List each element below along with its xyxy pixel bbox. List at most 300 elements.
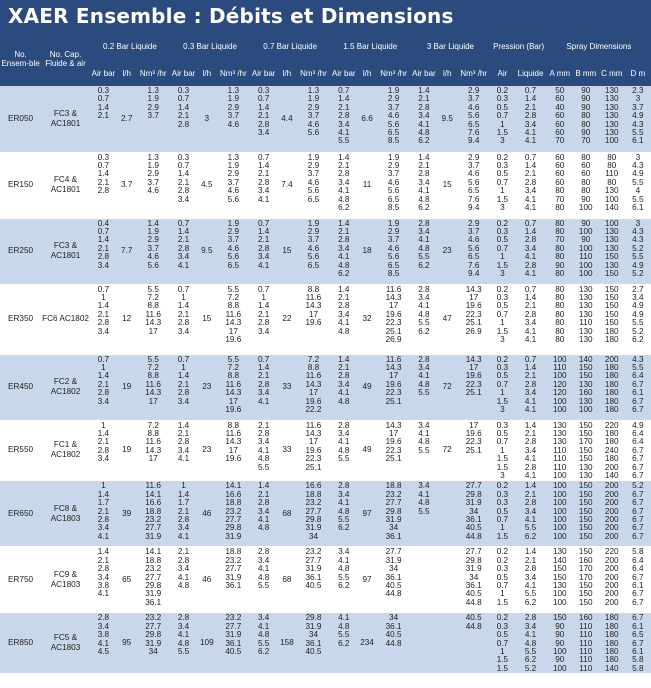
nm3-cell-value: 4.6 <box>468 169 480 179</box>
nm3-cell-value: 17 <box>228 326 238 336</box>
lh-cell: 39 <box>117 481 136 547</box>
pression-liquide-cell-value: 1.4 <box>524 160 537 170</box>
air-bar-cell-value: 1.4 <box>177 371 190 381</box>
dimension-value: 6.5 <box>632 630 644 640</box>
dimension-value: 5.2 <box>632 243 644 253</box>
air-bar-cell-value: 5.5 <box>177 646 190 656</box>
model-cell: ER150 <box>0 152 41 218</box>
pression-liquide-cell-value: 6.2 <box>524 655 537 665</box>
subheader-lh: l/h <box>277 60 296 86</box>
air-bar-cell-value: 3.4 <box>97 523 110 533</box>
dimension-value: 150 <box>552 564 567 574</box>
dimension-value: 180 <box>604 396 619 406</box>
air-bar-cell-value: 1 <box>101 292 106 302</box>
dimension-value: 4.9 <box>632 169 644 179</box>
air-bar-cell-value: 2.1 <box>177 547 190 557</box>
nm3-cell-value: 19.6 <box>465 301 482 311</box>
air-bar-cell-value: 0.7 <box>177 160 190 170</box>
subheader-air-bar: Air bar <box>170 60 197 86</box>
dimension-value: 110 <box>579 646 593 656</box>
dimension-value: 6.1 <box>632 580 644 590</box>
air-bar-cell-value: 1.4 <box>257 362 270 372</box>
nm3-cell-value: 6.5 <box>307 260 320 270</box>
dimension-cell <box>599 613 625 674</box>
dimension-value: 4 <box>635 186 641 196</box>
nm3-cell-value: 14.1 <box>145 489 162 499</box>
nm3-cell <box>136 218 170 284</box>
dimension-value: 130 <box>604 94 619 104</box>
nm3-cell-value: 18.8 <box>225 498 242 508</box>
lh-cell: 12 <box>117 284 136 354</box>
dimension-cell <box>573 420 599 481</box>
dimension-value: 170 <box>578 564 593 574</box>
air-bar-cell <box>170 284 197 354</box>
nm3-cell-value: 9.4 <box>468 268 480 278</box>
dimension-value: 200 <box>604 523 619 533</box>
nm3-cell-value: 34 <box>389 613 399 623</box>
dimension-cell <box>625 481 651 547</box>
subheader-dim: B mm <box>573 60 599 86</box>
dimension-cell <box>547 481 573 547</box>
pression-air-cell-value: 0.2 <box>496 555 509 565</box>
nm3-cell-value: 3.7 <box>227 235 240 245</box>
nm3-cell-value: 2.9 <box>147 169 159 179</box>
pression-air-cell-value: 0.3 <box>496 160 509 170</box>
pression-air-cell-value: 1.5 <box>496 326 509 336</box>
dimension-value: 100 <box>552 396 567 406</box>
nm3-cell-value: 36.1 <box>385 531 402 541</box>
air-bar-cell-value: 2.8 <box>257 243 270 253</box>
dimension-value: 6.7 <box>632 404 644 414</box>
pression-liquide-cell <box>514 218 546 284</box>
air-bar-cell-value: 0.7 <box>177 218 190 228</box>
pression-liquide-cell <box>514 354 546 420</box>
dimension-value: 150 <box>604 309 619 319</box>
air-bar-cell-value: 2.1 <box>97 437 110 447</box>
air-bar-cell-value: 0.7 <box>257 284 270 294</box>
pression-air-cell-value: 0.5 <box>496 371 509 381</box>
nm3-cell-value: 5.6 <box>227 252 240 262</box>
nm3-cell-value: 27.7 <box>145 572 162 582</box>
air-bar-cell-value: 2.8 <box>338 371 350 381</box>
dimension-cell <box>599 86 625 152</box>
nm3-cell-value: 31.9 <box>145 531 162 541</box>
nm3-cell-value: 23.2 <box>305 547 322 557</box>
nm3-cell-value: 4.6 <box>307 177 320 187</box>
air-bar-cell-value: 4.8 <box>418 498 430 508</box>
nm3-cell-value: 25.1 <box>465 445 482 455</box>
air-bar-cell-value: 3.4 <box>177 523 190 533</box>
dimension-value: 150 <box>578 445 593 455</box>
air-bar-cell-value: 2.8 <box>338 301 350 311</box>
air-bar-cell-value: 2.8 <box>177 243 190 253</box>
pression-liquide-cell <box>514 86 546 152</box>
nm3-cell-value: 44.8 <box>465 531 482 541</box>
dimension-cell <box>547 218 573 284</box>
lh-cell: 19 <box>117 420 136 481</box>
pression-air-cell-value: 1.5 <box>496 194 509 204</box>
air-bar-cell-value: 6.2 <box>338 202 350 212</box>
air-bar-cell-value: 4.8 <box>338 396 350 406</box>
subheader-lh: l/h <box>437 60 456 86</box>
nm3-cell-value: 27.7 <box>385 547 402 557</box>
pression-air-cell-value: 0.5 <box>496 102 509 112</box>
dimension-value: 180 <box>604 638 619 648</box>
air-bar-cell-value: 0.7 <box>97 284 110 294</box>
air-bar-cell-value: 2.1 <box>338 160 350 170</box>
dimension-value: 5.5 <box>632 128 644 138</box>
air-bar-cell-value: 0.7 <box>177 284 190 294</box>
dimension-value: 6.7 <box>632 506 644 516</box>
dimension-value: 100 <box>552 523 567 533</box>
nm3-cell-value: 40.5 <box>305 646 322 656</box>
air-bar-cell-value: 3.4 <box>338 428 350 438</box>
air-bar-cell-value: 3.4 <box>177 621 190 631</box>
nm3-cell-value: 8.8 <box>147 428 159 438</box>
dimension-value: 4.3 <box>632 119 644 129</box>
dimension-value: 110 <box>553 462 567 472</box>
dimension-value: 5.8 <box>632 655 644 665</box>
header-model: No. Ensem-ble <box>0 32 41 86</box>
air-bar-cell-value: 2.1 <box>418 94 430 104</box>
model-cell: ER650 <box>0 481 41 547</box>
air-bar-cell-value: 1.4 <box>177 226 190 236</box>
model-cell: ER550 <box>0 420 41 481</box>
pression-liquide-cell-value: 2.1 <box>524 428 537 438</box>
dimension-value: 200 <box>604 462 619 472</box>
nm3-cell-value: 2.9 <box>468 86 480 95</box>
nm3-cell <box>136 613 170 674</box>
dimension-value: 130 <box>578 326 593 336</box>
air-bar-cell-value: 6.2 <box>338 638 350 648</box>
air-bar-cell <box>90 284 117 354</box>
dimension-value: 5.5 <box>632 194 644 204</box>
nm3-cell-value: 1.9 <box>147 226 159 236</box>
air-bar-cell-value: 4.1 <box>97 589 110 599</box>
nm3-cell-value: 22.3 <box>465 437 482 447</box>
nm3-cell-value: 3.7 <box>387 169 400 179</box>
nm3-cell <box>377 481 411 547</box>
cap-cell: FC6 AC1802 <box>41 284 90 354</box>
dimension-value: 200 <box>604 572 619 582</box>
subheader-lh: l/h <box>117 60 136 86</box>
dimension-value: 4.3 <box>632 235 644 245</box>
air-bar-cell-value: 3.4 <box>177 564 190 574</box>
nm3-cell <box>377 547 411 613</box>
dimension-value: 100 <box>552 498 567 508</box>
pression-liquide-cell-value: 0.7 <box>524 152 537 162</box>
air-bar-cell-value: 3.4 <box>418 420 430 430</box>
pression-liquide-cell-value: 3.4 <box>524 318 537 328</box>
nm3-cell-value: 19.6 <box>385 379 402 389</box>
nm3-cell <box>457 284 491 354</box>
pression-liquide-cell-value: 3.4 <box>524 243 537 253</box>
nm3-cell <box>457 86 491 152</box>
dimension-value: 100 <box>552 514 567 524</box>
air-bar-cell-value: 3.4 <box>97 260 110 270</box>
air-bar-cell-value: 4.1 <box>257 260 270 270</box>
nm3-cell-value: 26.9 <box>385 334 402 344</box>
dimension-value: 200 <box>604 564 619 574</box>
dimension-value: 130 <box>578 334 593 344</box>
nm3-cell-value: 34 <box>469 506 479 516</box>
nm3-cell-value: 31.9 <box>225 572 242 582</box>
dimension-value: 80 <box>555 301 565 311</box>
air-bar-cell-value: 2.1 <box>418 160 430 170</box>
model-cell: ER750 <box>0 547 41 613</box>
nm3-cell-value: 14.3 <box>225 318 242 328</box>
nm3-cell <box>377 284 411 354</box>
nm3-cell-value: 4.6 <box>227 243 240 253</box>
nm3-cell-value: 5.6 <box>468 111 480 121</box>
dimension-value: 170 <box>578 572 593 582</box>
pression-air-cell-value: 0.3 <box>496 420 509 430</box>
dimension-cell <box>625 218 651 284</box>
pression-air-cell <box>490 86 514 152</box>
dimension-value: 110 <box>579 630 593 640</box>
dimension-value: 80 <box>555 292 565 302</box>
nm3-cell-value: 6.5 <box>227 260 240 270</box>
dimension-value: 130 <box>604 111 619 121</box>
nm3-cell-value: 4.6 <box>147 186 159 196</box>
pression-air-cell-value: 1.5 <box>496 260 509 270</box>
nm3-cell-value: 17 <box>469 362 479 372</box>
air-bar-cell-value: 2.1 <box>177 506 190 516</box>
pression-liquide-cell <box>514 152 546 218</box>
dimension-cell <box>573 86 599 152</box>
air-bar-cell-value: 4.1 <box>257 564 270 574</box>
dimension-value: 80 <box>555 334 565 344</box>
nm3-cell-value: 2.9 <box>307 226 320 236</box>
lh-cell: 2.7 <box>117 86 136 152</box>
nm3-cell <box>217 420 251 481</box>
dimension-value: 70 <box>555 194 565 204</box>
dimension-value: 200 <box>604 597 619 607</box>
nm3-cell-value: 1.9 <box>387 152 400 162</box>
air-bar-cell <box>90 481 117 547</box>
pression-air-cell <box>490 481 514 547</box>
dimension-value: 150 <box>578 498 593 508</box>
air-bar-cell-value: 2.8 <box>418 284 430 294</box>
pression-liquide-cell-value: 4.1 <box>524 334 537 344</box>
nm3-cell-value: 31.9 <box>305 523 322 533</box>
nm3-cell-value: 7.6 <box>468 260 480 270</box>
nm3-cell-value: 29.8 <box>145 630 162 640</box>
air-bar-cell <box>410 152 437 218</box>
nm3-cell-value: 1.4 <box>147 218 159 228</box>
nm3-cell-value: 27.7 <box>145 523 162 533</box>
air-bar-cell-value: 4.1 <box>257 396 270 406</box>
nm3-cell-value: 36.1 <box>305 572 322 582</box>
air-bar-cell-value: 1.4 <box>418 86 430 95</box>
nm3-cell-value: 27.7 <box>305 555 322 565</box>
air-bar-cell-value: 0.7 <box>177 354 190 364</box>
pression-air-cell-value: 0.7 <box>496 243 509 253</box>
nm3-cell-value: 18.8 <box>145 555 162 565</box>
dimension-value: 150 <box>552 613 567 623</box>
nm3-cell-value: 44.8 <box>465 621 482 631</box>
air-bar-cell-value: 5.5 <box>257 638 270 648</box>
dimension-value: 6.2 <box>632 334 644 344</box>
air-bar-cell-value: 4.1 <box>177 572 190 582</box>
pression-liquide-cell-value: 2.8 <box>524 177 537 187</box>
air-bar-cell-value: 2.1 <box>257 235 270 245</box>
air-bar-cell-value: 2.1 <box>257 111 270 121</box>
air-bar-cell-value: 4.8 <box>418 194 430 204</box>
nm3-cell-value: 1.9 <box>227 160 240 170</box>
dimension-cell <box>547 613 573 674</box>
air-bar-cell-value: 2.8 <box>177 318 190 328</box>
pression-liquide-cell-value: 2.1 <box>524 301 537 311</box>
dimension-value: 130 <box>578 292 593 302</box>
dimension-cell <box>547 547 573 613</box>
dimension-cell <box>625 420 651 481</box>
dimension-value: 80 <box>555 202 565 212</box>
dimension-value: 150 <box>578 371 593 381</box>
dimension-value: 110 <box>579 663 593 673</box>
air-bar-cell <box>250 613 277 674</box>
air-bar-cell-value: 0.7 <box>257 218 270 228</box>
nm3-cell-value: 7.2 <box>147 362 159 372</box>
air-bar-cell-value: 3.4 <box>177 326 190 336</box>
dimension-value: 90 <box>555 655 565 665</box>
model-cell: ER350 <box>0 284 41 354</box>
pression-liquide-cell-value: 2.1 <box>524 371 537 381</box>
air-bar-cell-value: 3.8 <box>97 630 110 640</box>
nm3-cell-value: 8.5 <box>387 136 400 146</box>
lh-cell: 97 <box>357 481 376 547</box>
air-bar-cell-value: 4.1 <box>418 186 430 196</box>
dimension-value: 100 <box>604 194 619 204</box>
dimension-value: 60 <box>581 160 591 170</box>
air-bar-cell-value: 2.8 <box>257 379 270 389</box>
nm3-cell-value: 16.6 <box>305 481 322 491</box>
air-bar-cell-value: 0.3 <box>97 152 110 162</box>
nm3-cell-value: 1.9 <box>227 94 240 104</box>
pression-air-cell-value: 0.2 <box>496 218 509 228</box>
lh-cell: 68 <box>277 547 296 613</box>
pression-air-cell <box>490 420 514 481</box>
dimension-value: 70 <box>581 136 591 146</box>
air-bar-cell-value: 4.8 <box>418 437 430 447</box>
dimension-value: 80 <box>555 309 565 319</box>
nm3-cell-value: 14.3 <box>465 284 482 294</box>
nm3-cell-value: 6.5 <box>307 194 320 204</box>
pression-air-cell-value: 0.5 <box>496 169 509 179</box>
lh-cell: 33 <box>277 420 296 481</box>
air-bar-cell-value: 1.4 <box>418 152 430 162</box>
pression-air-cell-value: 1 <box>500 119 505 129</box>
nm3-cell-value: 40.5 <box>225 646 242 656</box>
pression-air-cell-value: 0.7 <box>496 177 509 187</box>
dimension-value: 6.7 <box>632 638 644 648</box>
dimension-cell <box>599 354 625 420</box>
dimension-value: 80 <box>555 218 565 228</box>
nm3-cell-value: 25.1 <box>465 318 482 328</box>
air-bar-cell-value: 6.2 <box>257 646 270 656</box>
pression-liquide-cell-value: 1.4 <box>524 481 537 491</box>
dimension-value: 6.7 <box>632 489 644 499</box>
air-bar-cell-value: 4.1 <box>338 252 350 262</box>
pression-liquide-cell-value: 2.8 <box>524 309 537 319</box>
air-bar-cell-value: 1.4 <box>97 301 110 311</box>
air-bar-cell-value: 4.1 <box>418 235 430 245</box>
pression-air-cell <box>490 354 514 420</box>
nm3-cell-value: 40.5 <box>385 580 402 590</box>
air-bar-cell <box>330 420 357 481</box>
dimension-value: 90 <box>581 94 591 104</box>
dimension-value: 130 <box>604 102 619 112</box>
nm3-cell <box>377 420 411 481</box>
nm3-cell-value: 4.6 <box>227 119 240 129</box>
pression-air-cell-value: 0.7 <box>496 638 509 648</box>
nm3-cell-value: 19.6 <box>225 404 242 414</box>
nm3-cell-value: 31.9 <box>145 638 162 648</box>
nm3-cell-value: 27.7 <box>225 621 242 631</box>
dimension-value: 5.5 <box>632 362 644 372</box>
dimension-value: 90 <box>581 218 591 228</box>
nm3-cell-value: 16.6 <box>145 498 162 508</box>
air-bar-cell-value: 2.1 <box>257 169 270 179</box>
dimension-value: 200 <box>604 498 619 508</box>
model-cell: ER450 <box>0 354 41 420</box>
air-bar-cell-value: 4.1 <box>177 531 190 541</box>
dimension-value: 4.3 <box>632 226 644 236</box>
nm3-cell-value: 36.1 <box>305 638 322 648</box>
dimension-cell <box>573 547 599 613</box>
subheader-pression-liquide: Liquide <box>514 60 546 86</box>
lh-cell: 109 <box>197 613 216 674</box>
dimension-cell <box>625 86 651 152</box>
air-bar-cell-value: 3.4 <box>257 437 270 447</box>
subheader-nm3: Nm³ /hr <box>297 60 331 86</box>
dimension-value: 2.7 <box>632 284 644 294</box>
air-bar-cell-value: 2.8 <box>257 119 270 129</box>
nm3-cell-value: 25.1 <box>305 462 322 472</box>
nm3-cell-value: 4.6 <box>387 111 400 121</box>
nm3-cell-value: 11.6 <box>225 428 241 438</box>
nm3-cell <box>136 420 170 481</box>
nm3-cell-value: 23.2 <box>225 506 242 516</box>
air-bar-cell-value: 2.8 <box>338 169 350 179</box>
lh-cell: 97 <box>357 547 376 613</box>
nm3-cell-value: 7.2 <box>147 420 159 430</box>
lh-cell: 49 <box>357 420 376 481</box>
air-bar-cell-value: 1 <box>181 292 186 302</box>
air-bar-cell-value: 1.7 <box>177 498 190 508</box>
nm3-cell-value: 11.6 <box>305 420 322 430</box>
dimension-value: 150 <box>578 531 593 541</box>
pression-liquide-cell-value: 2.8 <box>524 235 537 245</box>
nm3-cell-value: 1.3 <box>227 86 240 95</box>
nm3-cell-value: 3.7 <box>227 177 240 187</box>
air-bar-cell-value: 4.1 <box>338 388 350 398</box>
pression-air-cell-value: 1 <box>500 186 505 196</box>
dimension-cell <box>625 152 651 218</box>
dimension-value: 80 <box>607 177 617 187</box>
nm3-cell-value: 6.5 <box>468 252 480 262</box>
air-bar-cell <box>410 86 437 152</box>
pression-air-cell-value: 3 <box>500 404 505 414</box>
pression-air-cell-value: 0.3 <box>496 226 509 236</box>
nm3-cell-value: 5.6 <box>307 252 320 262</box>
air-bar-cell-value: 2.1 <box>177 309 190 319</box>
dimension-value: 6.1 <box>632 621 644 631</box>
dimension-value: 130 <box>578 396 593 406</box>
nm3-cell-value: 19.6 <box>465 428 482 438</box>
dimension-value: 5.5 <box>632 177 644 187</box>
dimension-value: 100 <box>552 470 567 480</box>
